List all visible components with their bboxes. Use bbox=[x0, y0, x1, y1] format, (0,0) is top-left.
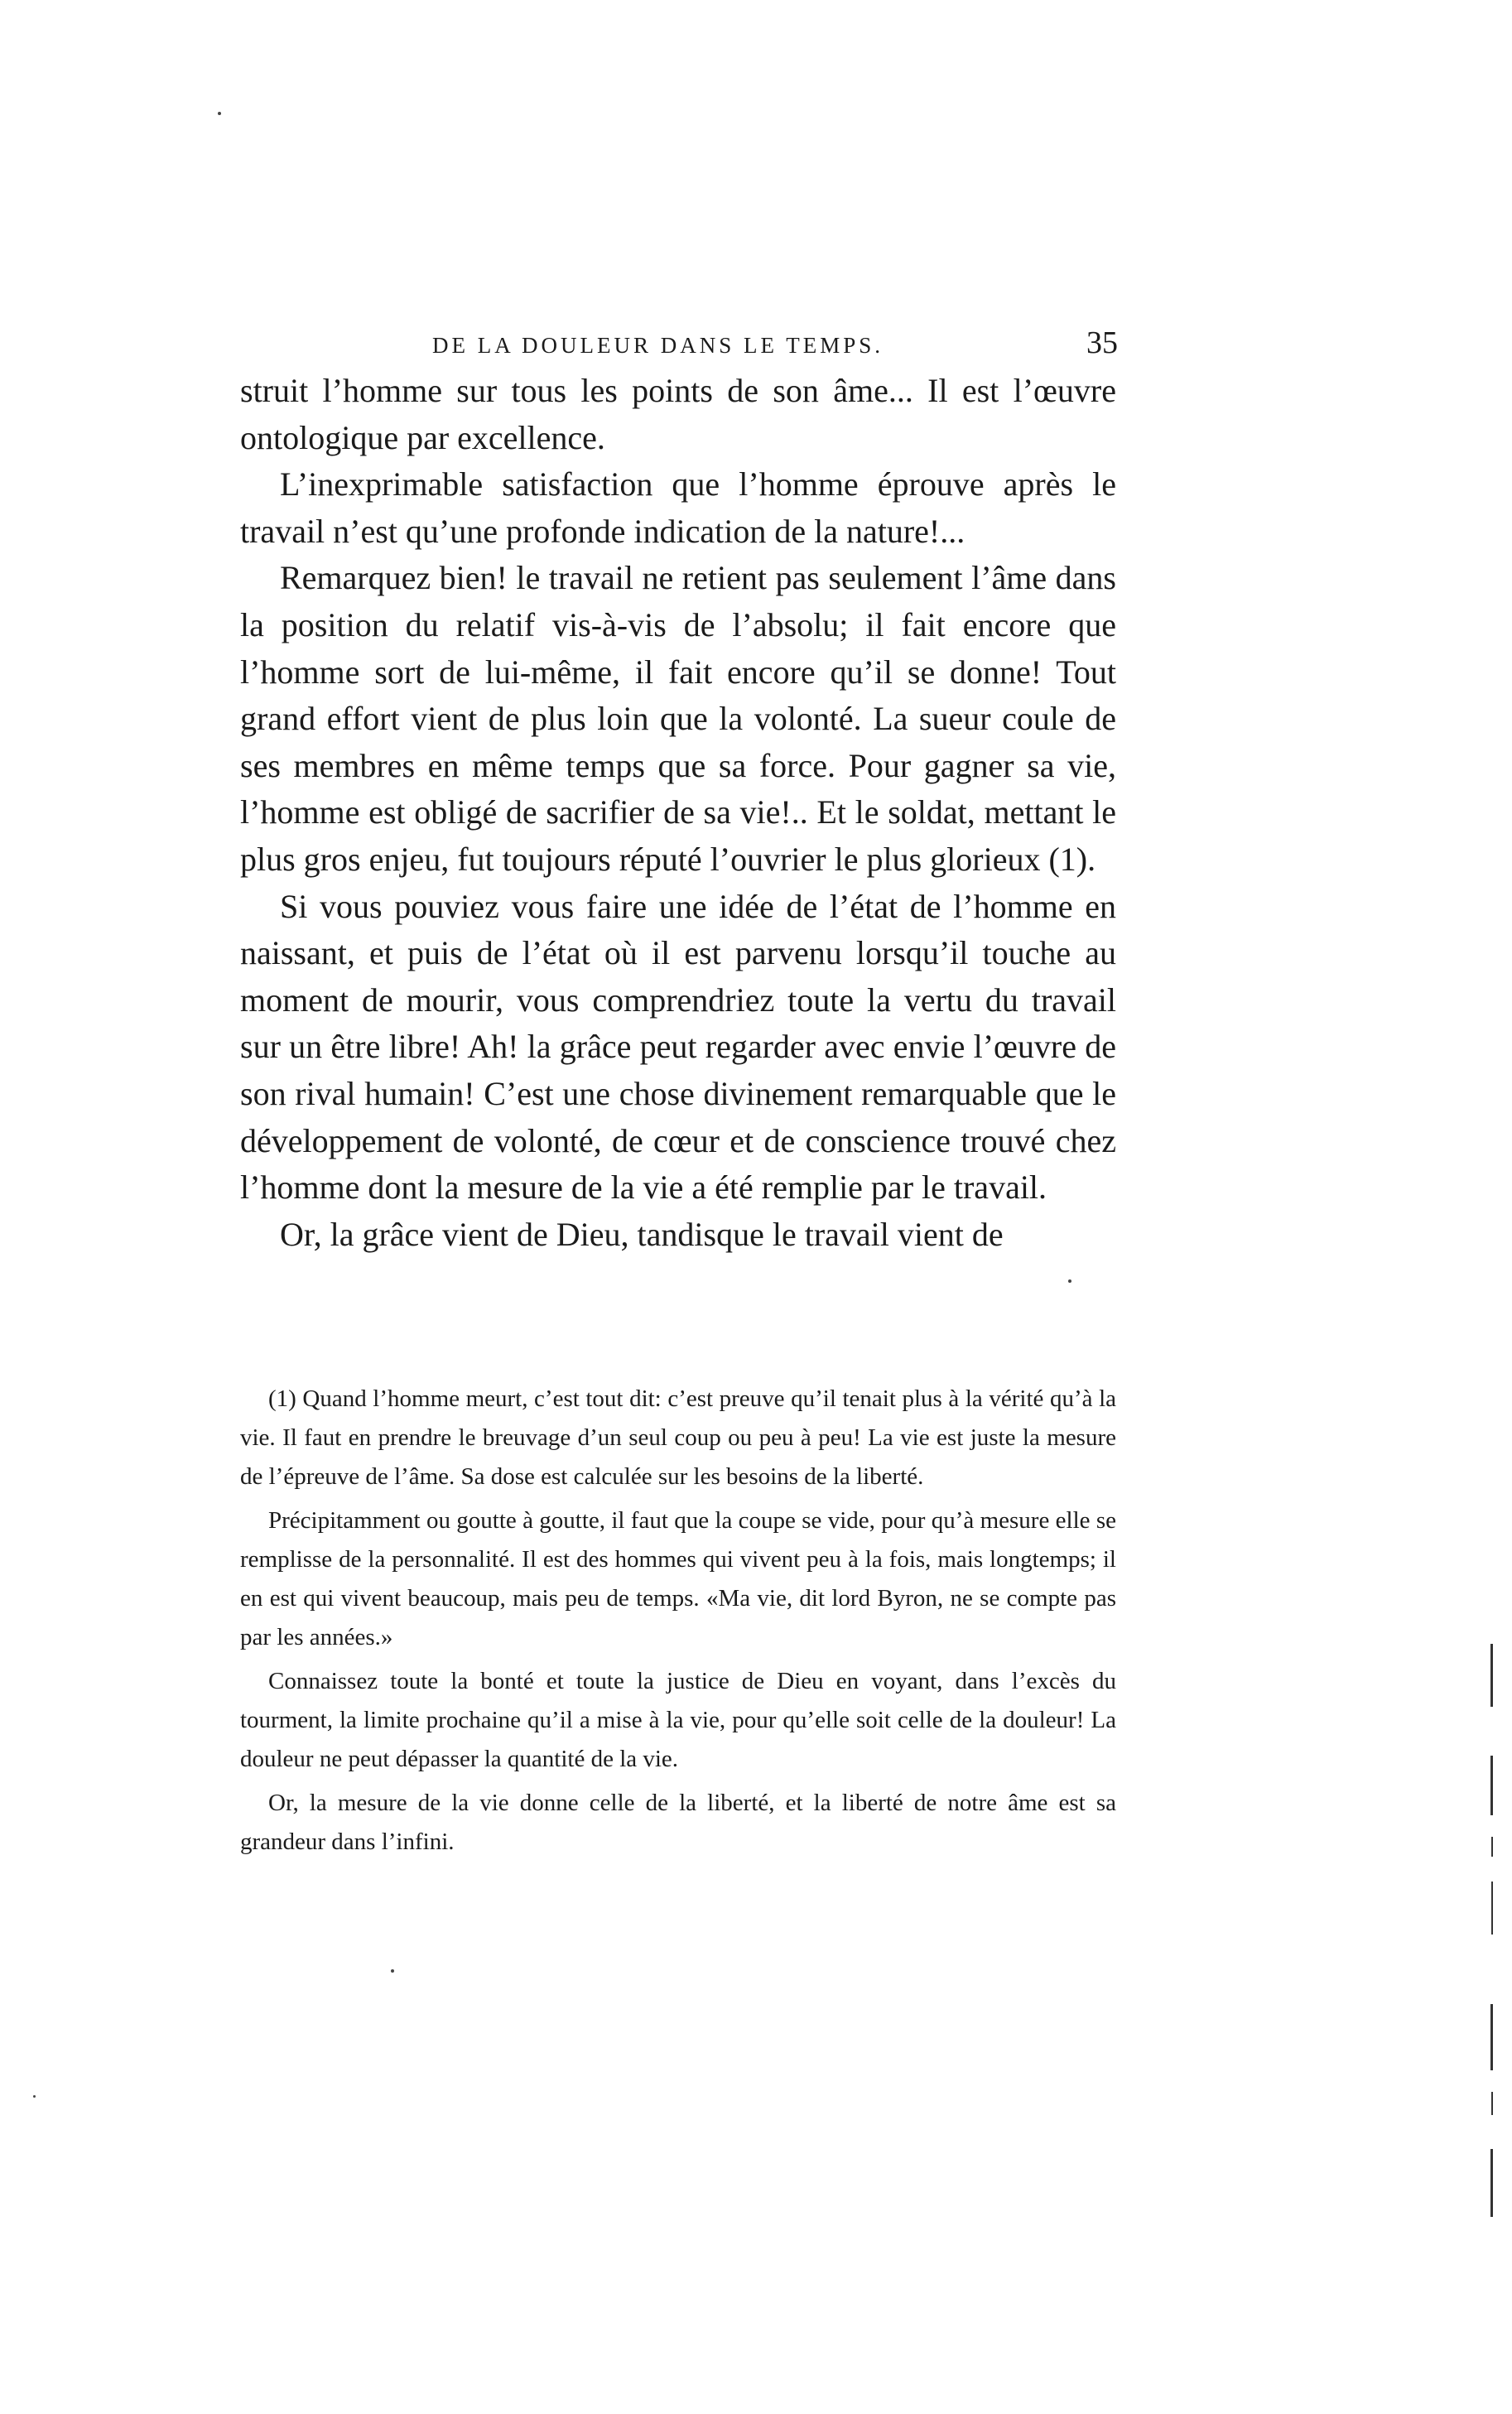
paragraph: Or, la grâce vient de Dieu, tandisque le travail vient de bbox=[280, 1215, 1004, 1253]
main-text bbox=[240, 368, 1116, 1258]
paragraph-continued: struit l’homme sur tous les points de son âme... Il est l’œuvre ontologique par excellence. bbox=[240, 372, 1116, 456]
footnote-paragraph: (1) Quand l’homme meurt, c’est tout dit: c’est preuve qu’il tenait plus à la vérité qu’à la vie. Il faut en prendre le breuvage d’un seul coup ou peu à peu! La vie est juste la mesure de l’épreuve de l’âme. Sa dose est calculée sur les besoins de la liberté. bbox=[240, 1385, 1116, 1490]
paragraph: Si vous pouviez vous faire une idée de l’état de l’homme en naissant, et puis de l’état où il est parvenu lorsqu’il touche au moment de mourir, vous comprendriez toute la vertu du travail sur un être libre! Ah! la grâce peut regarder avec envie l’œuvre de son rival humain! C’est une chose divinement remarquable que le développement de volonté, de cœur et de conscience trouvé chez l’homme dont la mesure de la vie a été remplie par le travail. bbox=[240, 887, 1116, 1207]
scan-speck bbox=[33, 2095, 36, 2098]
scan-mark bbox=[1490, 1644, 1493, 1707]
scan-mark bbox=[1491, 1837, 1493, 1857]
footnotes bbox=[240, 1380, 1116, 1862]
scan-mark bbox=[1491, 2092, 1493, 2115]
running-head: DE LA DOULEUR DANS LE TEMPS. bbox=[432, 333, 884, 358]
footnote-paragraph: Connaissez toute la bonté et toute la justice de Dieu en voyant, dans l’excès du tourment, la limite prochaine qu’il a mise à la vie, pour qu’elle soit celle de la douleur! La douleur ne peut dépasser la quantité de la vie. bbox=[240, 1668, 1116, 1772]
scan-speck bbox=[218, 112, 221, 115]
scan-mark bbox=[1490, 1756, 1493, 1815]
page-header bbox=[240, 325, 1118, 361]
page-number: 35 bbox=[1086, 325, 1118, 360]
scan-mark bbox=[1491, 1882, 1493, 1935]
scan-speck bbox=[1068, 1279, 1071, 1283]
scan-speck bbox=[391, 1969, 394, 1973]
footnote-paragraph: Précipitamment ou goutte à goutte, il faut que la coupe se vide, pour qu’à mesure elle se remplisse de la personnalité. Il est des hommes qui vivent peu à la fois, mais longtemps; il en est qui vivent beaucoup, mais peu de temps. «Ma vie, dit lord Byron, ne se compte pas par les années.» bbox=[240, 1507, 1116, 1650]
scan-mark bbox=[1490, 2004, 1493, 2070]
paragraph: L’inexprimable satisfaction que l’homme éprouve après le travail n’est qu’une profonde indication de la nature!... bbox=[240, 465, 1116, 550]
scan-mark bbox=[1490, 2149, 1493, 2217]
footnote-paragraph: Or, la mesure de la vie donne celle de la liberté, et la liberté de notre âme est sa grandeur dans l’infini. bbox=[240, 1790, 1116, 1855]
paragraph: Remarquez bien! le travail ne retient pas seulement l’âme dans la position du relatif vis-à-vis de l’absolu; il fait encore que l’homme sort de lui-même, il fait encore qu’il se donne! Tout grand effort vient de plus loin que la volonté. La sueur coule de ses membres en même temps que sa force. Pour gagner sa vie, l’homme est obligé de sacrifier de sa vie!.. Et le soldat, mettant le plus gros enjeu, fut toujours réputé l’ouvrier le plus glorieux (1). bbox=[240, 559, 1116, 878]
